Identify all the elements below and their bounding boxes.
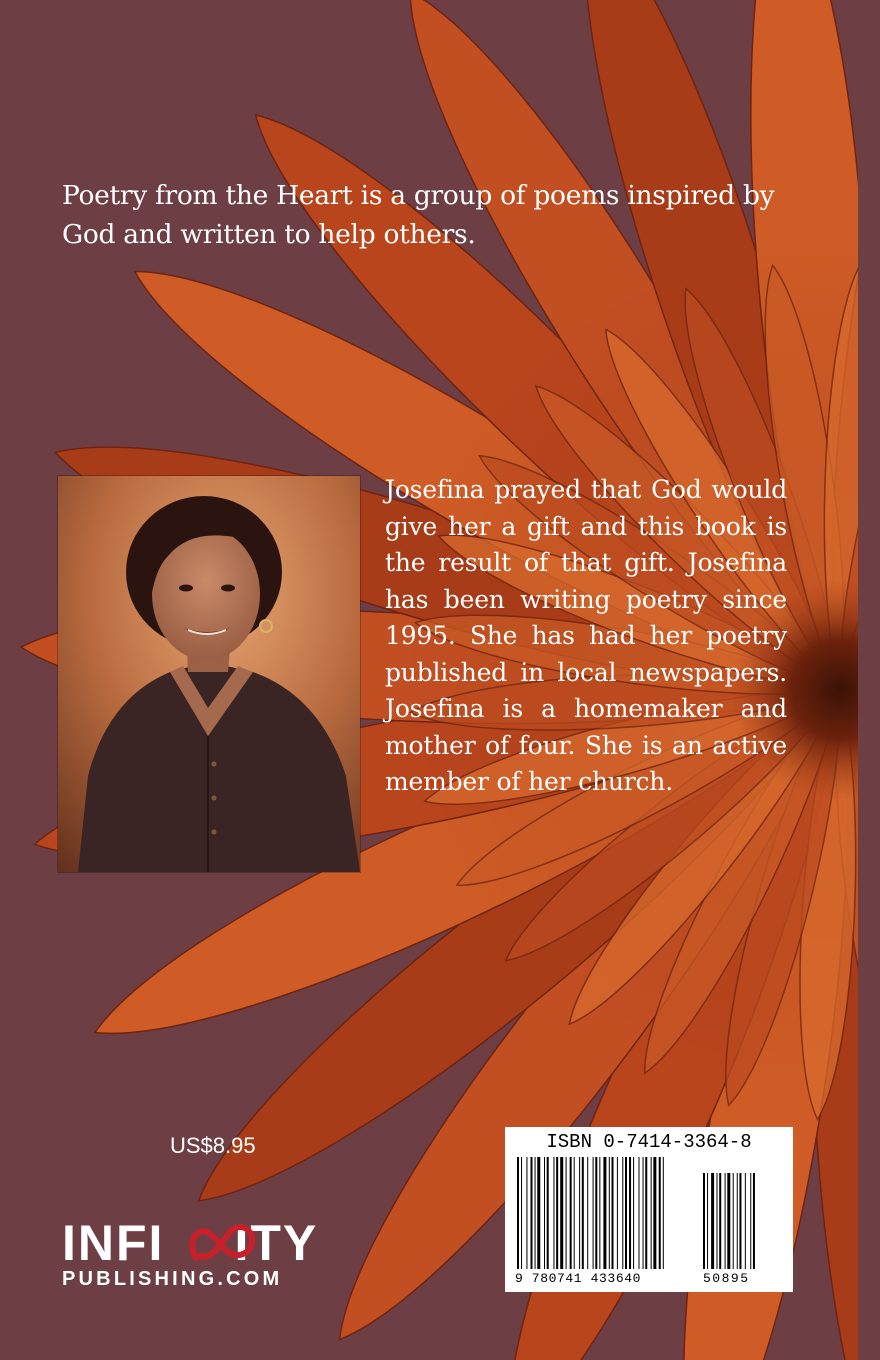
book-tagline: Poetry from the Heart is a group of poems inspired by God and written to help others. [62, 180, 775, 250]
publisher-logo [62, 1215, 402, 1294]
publisher-logo-left: INFI [62, 1215, 165, 1271]
infinity-logo-mark [188, 1218, 260, 1266]
price-label: US$8.95 [170, 1133, 256, 1158]
author-bio: Josefina prayed that God would give her a gift and this book is the result of that gift. Josefina has been writing poetry since 1995. She has had her poetry published in local newspapers. Josefina is a homemaker and mother of four. She is an active member of her church. [385, 475, 787, 796]
publisher-logo-right: ITY [234, 1215, 319, 1271]
author-portrait-photo [58, 476, 360, 872]
isbn-number: ISBN 0-7414-3364-8 [546, 1131, 752, 1153]
barcode-addon-number: 50895 [703, 1271, 750, 1286]
publisher-logo-url: PUBLISHING.COM [62, 1268, 283, 1290]
cover-edge [858, 0, 880, 1360]
isbn-barcode [505, 1127, 793, 1292]
barcode-number: 9 780741 433640 [515, 1271, 642, 1286]
barcode-bars [505, 1127, 793, 1292]
